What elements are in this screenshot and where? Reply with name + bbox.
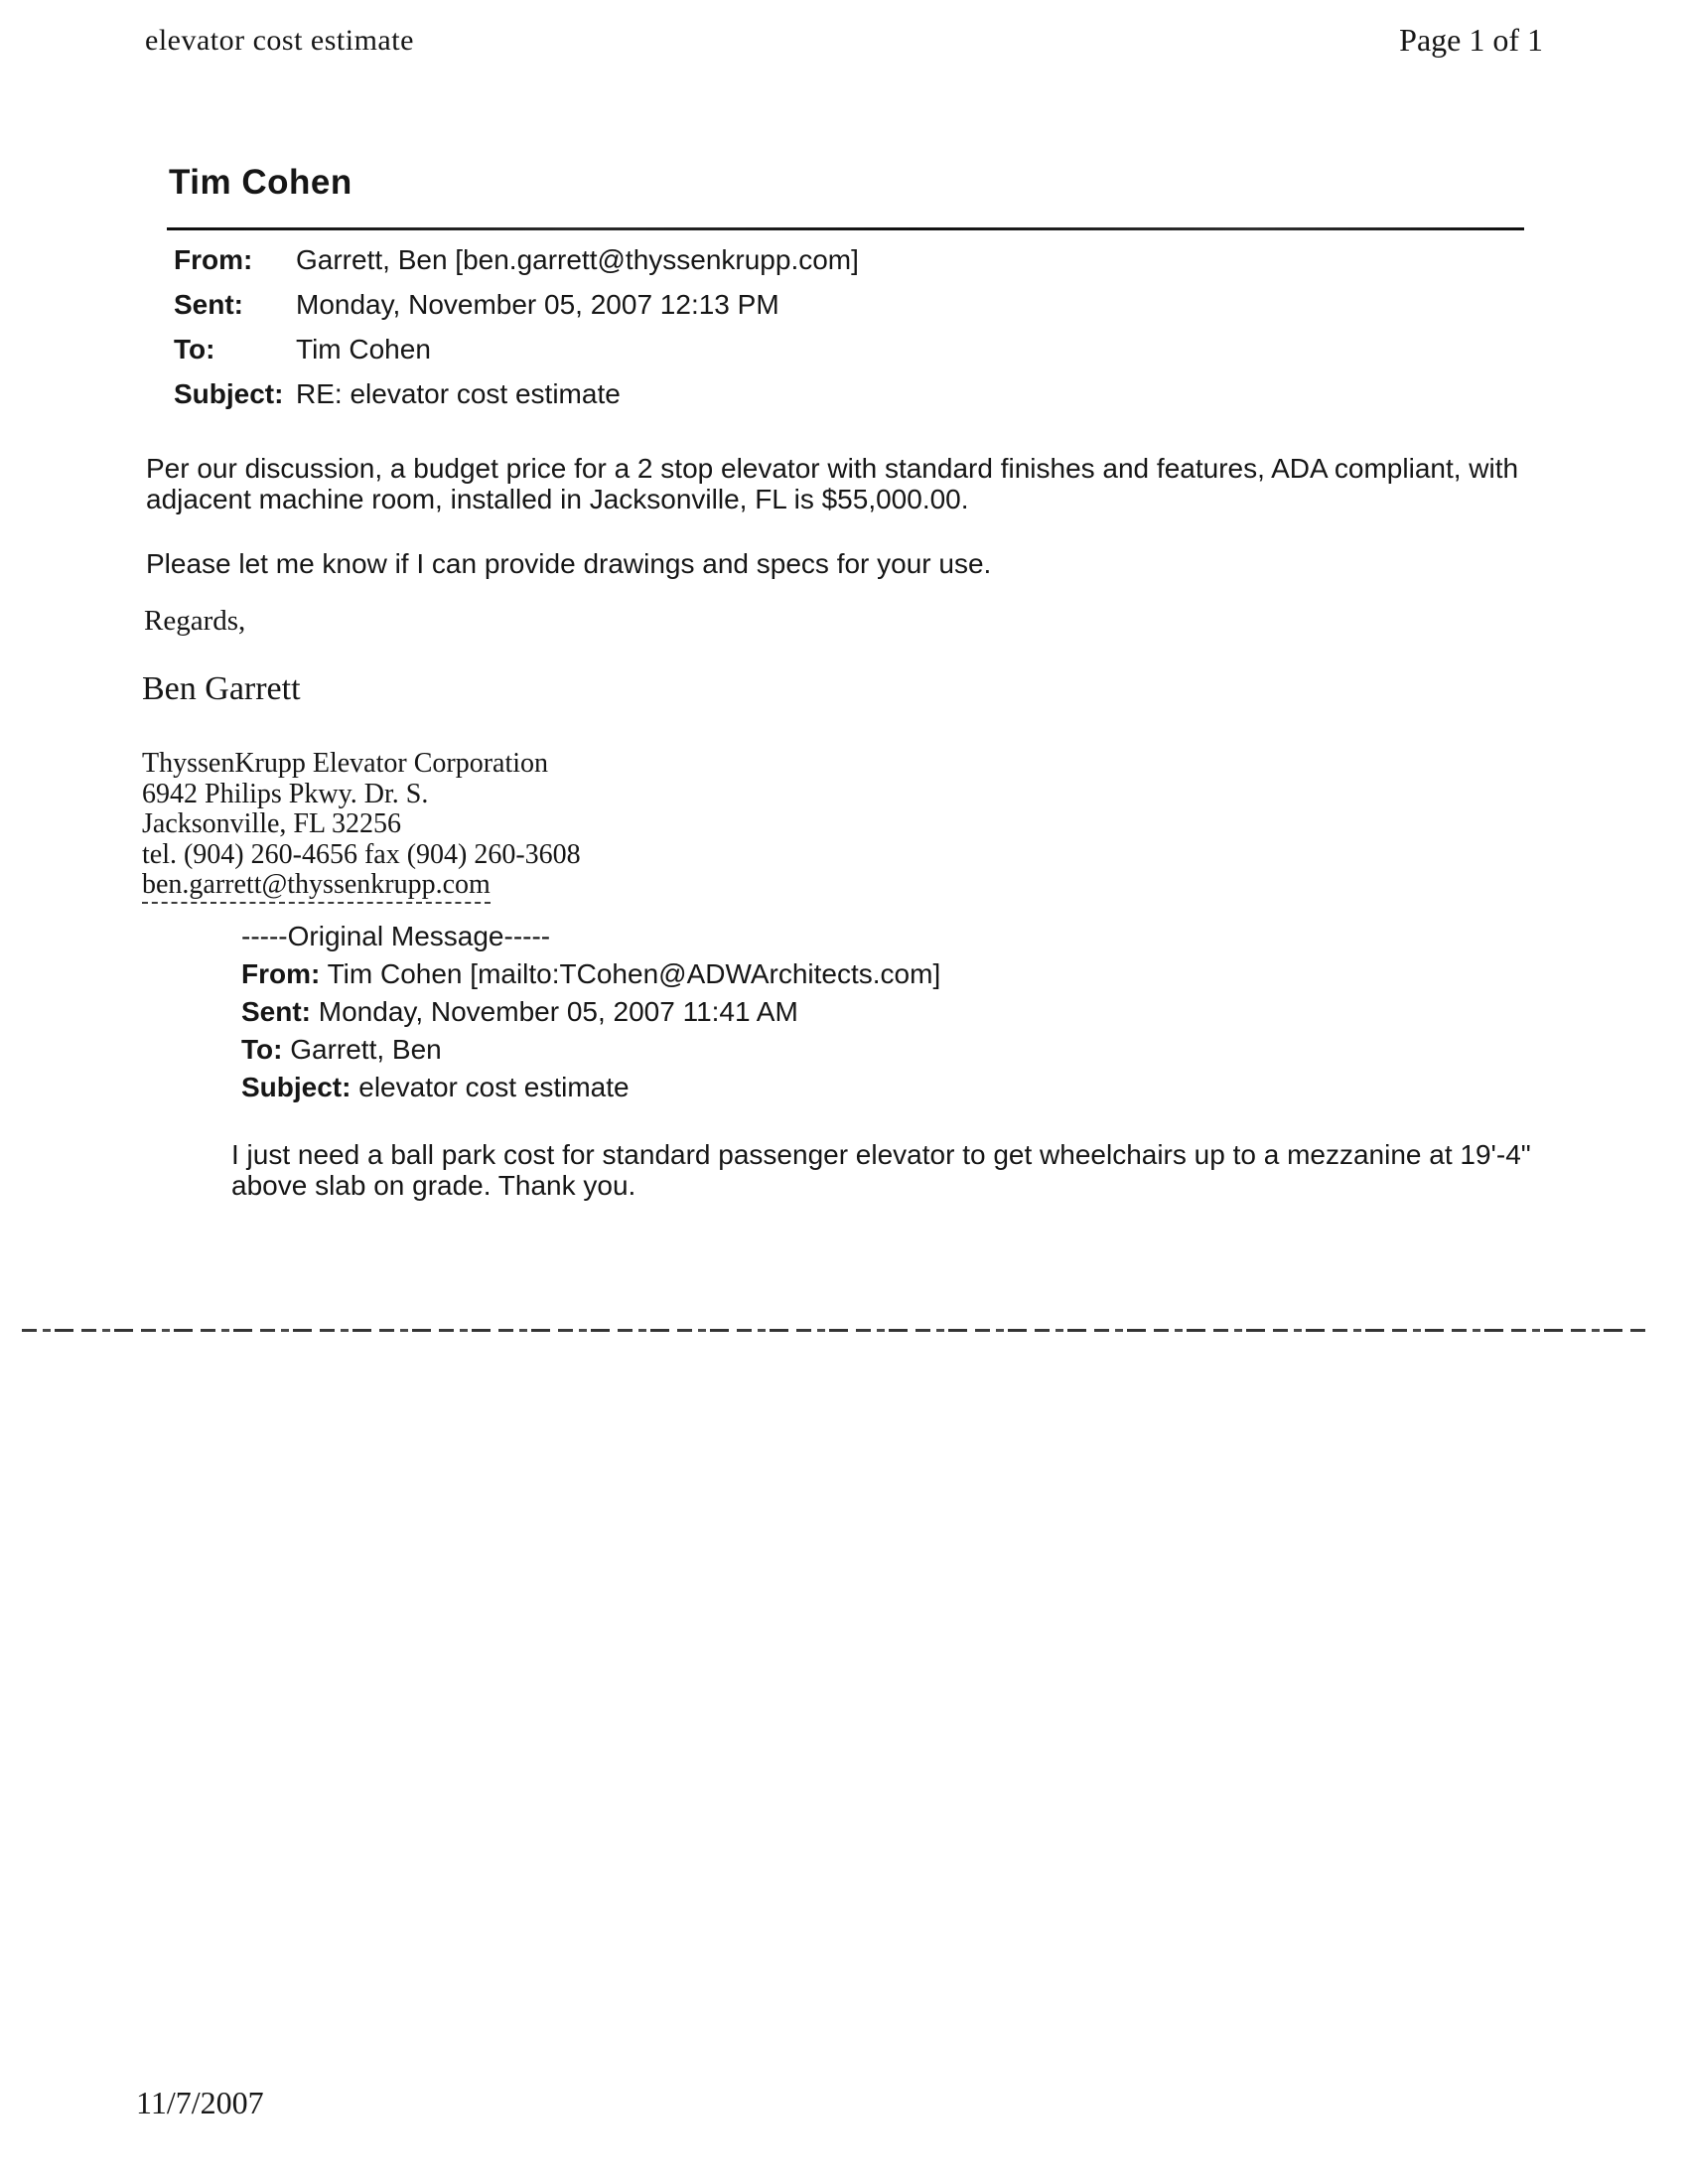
signature-company: ThyssenKrupp Elevator Corporation: [142, 748, 549, 779]
from-value: Garrett, Ben [ben.garrett@thyssenkrupp.com]: [296, 244, 859, 275]
original-from-value: Tim Cohen [mailto:TCohen@ADWArchitects.com]: [327, 958, 941, 989]
print-footer-date: 11/7/2007: [136, 2085, 264, 2120]
closing-regards: Regards,: [144, 605, 246, 637]
signature-email-link[interactable]: ben.garrett@thyssenkrupp.com: [142, 870, 491, 904]
original-from-row: [241, 955, 940, 993]
body-paragraph-price-quote: Per our discussion, a budget price for a 2 stop elevator with standard finishes and features, ADA compliant, with adjacent machine room, installed in Jacksonville, FL is $55,000.00.: [146, 453, 1519, 514]
sender-name: Ben Garrett: [142, 670, 301, 707]
original-sent-label: Sent:: [241, 996, 311, 1027]
subject-label: Subject:: [174, 378, 284, 409]
sent-value: Monday, November 05, 2007 12:13 PM: [296, 289, 779, 320]
signature-city: Jacksonville, FL 32256: [142, 808, 402, 839]
to-value: Tim Cohen: [296, 334, 431, 364]
original-subject-value: elevator cost estimate: [358, 1072, 630, 1102]
original-to-row: [241, 1031, 940, 1069]
subject-value: RE: elevator cost estimate: [296, 378, 621, 409]
signature-street: 6942 Philips Pkwy. Dr. S.: [142, 778, 429, 809]
original-to-label: To:: [241, 1034, 283, 1065]
original-message-block: [241, 918, 940, 1106]
page-number: Page 1 of 1: [1399, 22, 1543, 58]
from-label: From:: [174, 244, 253, 275]
original-sent-value: Monday, November 05, 2007 11:41 AM: [318, 996, 798, 1027]
print-header-title: elevator cost estimate: [145, 24, 414, 57]
to-label: To:: [174, 334, 215, 364]
recipient-title: Tim Cohen: [169, 163, 352, 202]
signature-block: [142, 749, 581, 904]
original-message-divider: -----Original Message-----: [241, 921, 551, 951]
sent-label: Sent:: [174, 289, 243, 320]
original-from-label: From:: [241, 958, 321, 989]
signature-phone-fax: tel. (904) 260-4656 fax (904) 260-3608: [142, 838, 581, 870]
page-bottom-dotted-divider: [22, 1329, 1645, 1332]
original-sent-row: [241, 993, 940, 1031]
original-message-body: I just need a ball park cost for standard passenger elevator to get wheelchairs up to a mezzanine at 19'-4" above slab on grade. Thank you.: [231, 1139, 1531, 1201]
body-paragraph-offer: Please let me know if I can provide drawings and specs for your use.: [146, 548, 992, 579]
original-to-value: Garrett, Ben: [290, 1034, 442, 1065]
original-subject-label: Subject:: [241, 1072, 352, 1102]
title-divider-line: [167, 227, 1524, 230]
original-subject-row: [241, 1069, 940, 1106]
email-header-fields: [174, 246, 859, 408]
